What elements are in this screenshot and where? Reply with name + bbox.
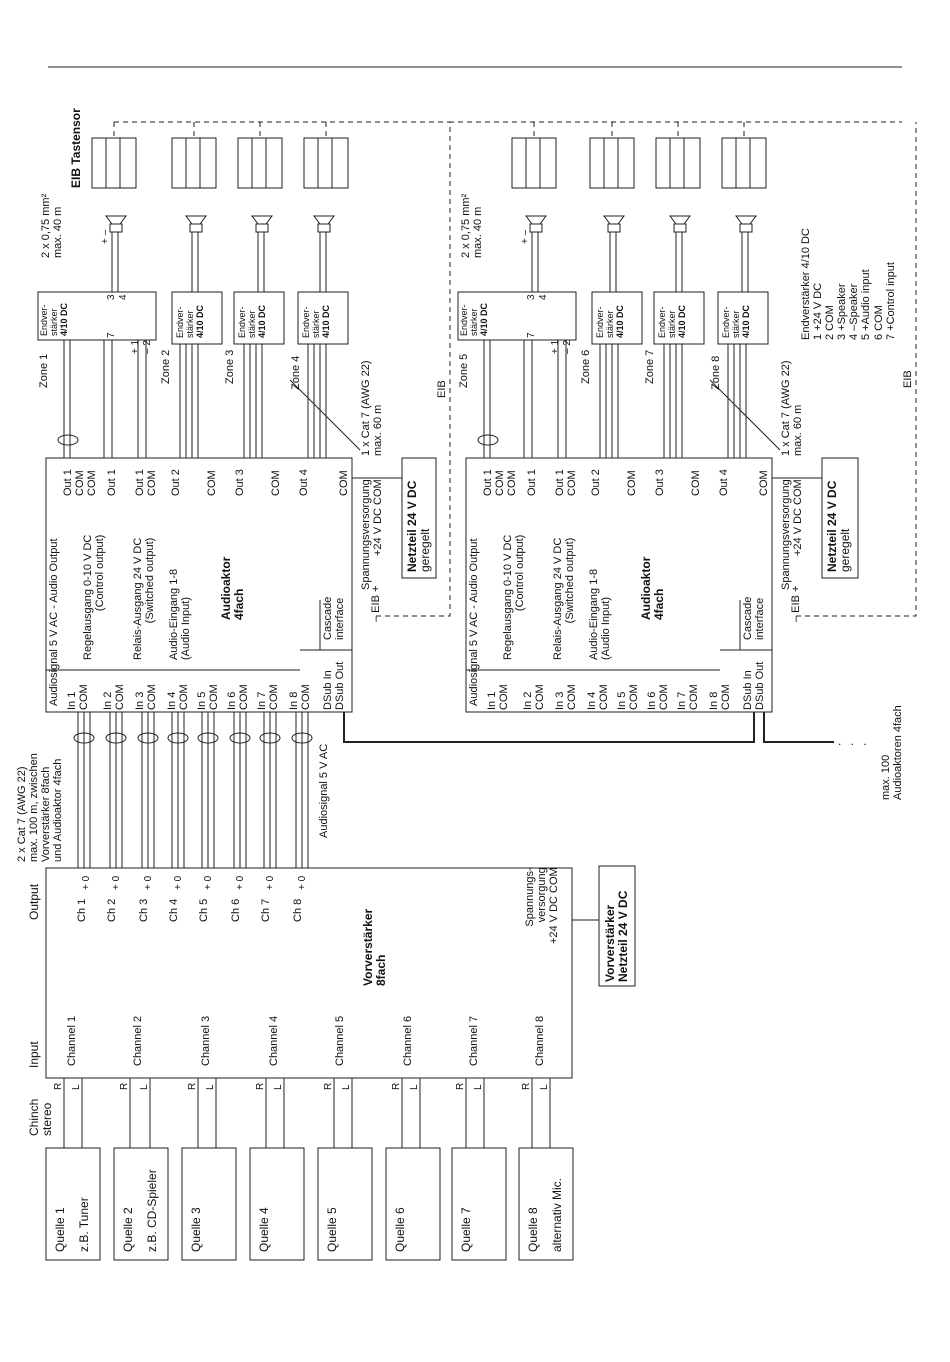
amp-label-zone1: Endver- stärker 4/10 DC (39, 302, 69, 336)
preamp-out-7: Ch 7 (260, 898, 272, 922)
preamp-out-8: Ch 8 (292, 898, 304, 922)
preamp-out-4: Ch 4 (168, 898, 180, 922)
actuator-right-in6: In 6 COM (646, 684, 671, 710)
zone-3-label: Zone 3 (224, 349, 236, 384)
chinch-l: L (139, 1084, 150, 1090)
zone-7-label: Zone 7 (644, 349, 656, 384)
chinch-label: Chinch stereo (27, 1098, 55, 1136)
preamp-box (46, 868, 572, 1078)
source-5-label: Quelle 5 (325, 1207, 339, 1252)
actuator-left-audioin: Audio-Eingang 1-8 (Audio Input) (168, 568, 193, 660)
actuator-left-out3-com: COM (270, 470, 282, 496)
preamp-pol: + 0 (173, 875, 184, 890)
chinch-l: L (473, 1084, 484, 1090)
preamp-channel-7: Channel 7 (468, 1015, 480, 1066)
chinch-r: R (255, 1082, 266, 1090)
actuator-left-in8: In 8 COM (288, 684, 313, 710)
amp-label-zone8: Endver- stärker 4/10 DC (721, 304, 751, 338)
actuator-right-dsub: DSub In DSub Out (742, 661, 767, 710)
zone-2-label: Zone 2 (160, 349, 172, 384)
amp-pin: – 2 (562, 340, 573, 354)
preamp-pol: + 0 (143, 875, 154, 890)
preamp-pol: + 0 (203, 875, 214, 890)
actuator-left-out4-com: COM (338, 470, 350, 496)
source-2-sub: z.B. CD-Spieler (145, 1169, 159, 1252)
actuator-left-relay: Relais-Ausgang 24 V DC (Switched output) (132, 537, 157, 660)
actuator-left-in7: In 7 COM (256, 684, 281, 710)
preamp-channel-4: Channel 4 (268, 1015, 280, 1066)
chinch-l: L (409, 1084, 420, 1090)
amp-pin: + 1 (550, 339, 561, 354)
actuator-right-in1: In 1 COM (486, 684, 511, 710)
actuator-left-in1: In 1 COM (66, 684, 91, 710)
amp-pin: 3 (106, 294, 117, 300)
zone-5-label: Zone 5 (458, 353, 470, 388)
amp-label-zone3: Endver- stärker 4/10 DC (237, 304, 267, 338)
actuator-right-in5: In 5 COM (616, 684, 641, 710)
speaker-cable-right: 2 x 0,75 mm² max. 40 m (460, 193, 485, 258)
zone-cable-right: 1 x Cat 7 (AWG 22) max. 60 m (780, 360, 805, 456)
source-7-label: Quelle 7 (459, 1207, 473, 1252)
source-1-label: Quelle 1 (53, 1207, 67, 1252)
actuator-right-in3: In 3 COM (554, 684, 579, 710)
actuator-left-out2: Out 2 (170, 469, 182, 496)
preamp-channel-5: Channel 5 (334, 1015, 346, 1066)
actuator-right-cascade: Cascade interface (742, 596, 767, 640)
source-4-label: Quelle 4 (257, 1207, 271, 1252)
source-2-label: Quelle 2 (121, 1207, 135, 1252)
chinch-l: L (273, 1084, 284, 1090)
actuator-right-out4: Out 4 (718, 469, 730, 496)
chinch-r: R (187, 1082, 198, 1090)
amp-pin: 4 (118, 294, 129, 300)
amp-pin: 7 (106, 332, 117, 338)
actuator-right-out2-com: COM (626, 470, 638, 496)
amp-label-zone4: Endver- stärker 4/10 DC (301, 304, 331, 338)
speaker-cable-left: 2 x 0,75 mm² max. 40 m (40, 193, 65, 258)
cascade-note: max. 100 Audioaktoren 4fach (880, 705, 905, 800)
actuator-right-in2: In 2 COM (522, 684, 547, 710)
actuator-left-name: Audioaktor 4fach (219, 556, 247, 620)
amp-pin: 3 (526, 294, 537, 300)
actuator-right-eib: – EIB + (790, 585, 802, 622)
chinch-l: L (71, 1084, 82, 1090)
actuator-right-out1: Out 1 COM COM (482, 469, 519, 496)
preamp-name: Vorverstärker 8fach (361, 908, 389, 986)
preamp-channel-6: Channel 6 (402, 1015, 414, 1066)
preamp-pol: + 0 (235, 875, 246, 890)
preamp-input-label: Input (27, 1041, 41, 1068)
speaker-pol: + – (100, 229, 111, 244)
zone-1-label: Zone 1 (38, 353, 50, 388)
preamp-out-5: Ch 5 (198, 898, 210, 922)
actuator-left-in3: In 3 COM (134, 684, 159, 710)
actuator-right-control: Regelausgang 0-10 V DC (Control output) (502, 534, 527, 660)
amp-label-zone5: Endver- stärker 4/10 DC (459, 302, 489, 336)
eib-label-right: EIB (902, 370, 914, 388)
actuator-right-out4-com: COM (758, 470, 770, 496)
chinch-r: R (521, 1082, 532, 1090)
actuator-right-out2: Out 2 (590, 469, 602, 496)
audio-signal-note: Audiosignal 5 V AC (318, 743, 330, 838)
amp-legend: Endverstärker 4/10 DC 1 +24 V DC 2 COM 3 +Speaker 4 –Speaker 5 +Audio input 6 COM 7 +Control input (800, 228, 897, 340)
source-6-label: Quelle 6 (393, 1207, 407, 1252)
actuator-left-out4: Out 4 (298, 469, 310, 496)
preamp-psu-label: Vorverstärker Netzteil 24 V DC (603, 890, 631, 982)
actuator-right-out1-relay: Out 1 COM (554, 469, 579, 496)
actuator-left-in4: In 4 COM (166, 684, 191, 710)
chinch-r: R (391, 1082, 402, 1090)
actuator-left-out1-relay: Out 1 COM (134, 469, 159, 496)
actuator-left-out2-com: COM (206, 470, 218, 496)
zone-6-label: Zone 6 (580, 349, 592, 384)
eib-sensors (92, 138, 766, 188)
amp-pin: 7 (526, 332, 537, 338)
preamp-channel-2: Channel 2 (132, 1015, 144, 1066)
chinch-r: R (455, 1082, 466, 1090)
eib-label-left: EIB (436, 380, 448, 398)
preamp-channel-1: Channel 1 (66, 1015, 78, 1066)
actuator-right-out1-sw: Out 1 (526, 469, 538, 496)
source-1-sub: z.B. Tuner (77, 1197, 91, 1252)
actuator-left-in5: In 5 COM (196, 684, 221, 710)
actuator-right-audioin: Audio-Eingang 1-8 (Audio Input) (588, 568, 613, 660)
eib-sensor-label: EIB Tastensor (69, 108, 83, 188)
actuator-left-out1: Out 1 COM COM (62, 469, 99, 496)
preamp-channel-8: Channel 8 (534, 1015, 546, 1066)
actuator-right-name: Audioaktor 4fach (639, 556, 667, 620)
preamp-channel-3: Channel 3 (200, 1015, 212, 1066)
actuator-left-eib: – EIB + (370, 585, 382, 622)
actuator-right-out3-com: COM (690, 470, 702, 496)
chinch-r: R (119, 1082, 130, 1090)
speakers (106, 216, 756, 232)
preamp-pol: + 0 (297, 875, 308, 890)
preamp-pol: + 0 (265, 875, 276, 890)
actuator-left-out3: Out 3 (234, 469, 246, 496)
amp-pin: + 1 (130, 339, 141, 354)
preamp-out-2: Ch 2 (106, 898, 118, 922)
preamp-output-cables (74, 712, 312, 868)
speaker-pol: + – (520, 229, 531, 244)
actuator-right-supply: Spannungsversorgung +24 V DC COM (780, 479, 805, 590)
actuator-right-in8: In 8 COM (708, 684, 733, 710)
zone-cable-left: 1 x Cat 7 (AWG 22) max. 60 m (360, 360, 385, 456)
actuator-left-control: Regelausgang 0-10 V DC (Control output) (82, 534, 107, 660)
amp-pin: 4 (538, 294, 549, 300)
preamp-out-1: Ch 1 (76, 898, 88, 922)
preamp-out-6: Ch 6 (230, 898, 242, 922)
cascade-dots: . . . (838, 734, 870, 748)
chinch-r: R (323, 1082, 334, 1090)
actuator-right-relay: Relais-Ausgang 24 V DC (Switched output) (552, 537, 577, 660)
preamp-pol: + 0 (81, 875, 92, 890)
actuator-left-supply: Spannungsversorgung +24 V DC COM (360, 479, 385, 590)
actuator-left-in6: In 6 COM (226, 684, 251, 710)
source-8-label: Quelle 8 (526, 1207, 540, 1252)
actuator-right-in7: In 7 COM (676, 684, 701, 710)
cable-note: 2 x Cat 7 (AWG 22) max. 100 m, zwischen Vorverstärker 8fach und Audioaktor 4fach (16, 753, 65, 862)
amp-label-zone2: Endver- stärker 4/10 DC (175, 304, 205, 338)
actuator-left-dsub: DSub In DSub Out (322, 661, 347, 710)
preamp-out-3: Ch 3 (138, 898, 150, 922)
preamp-pol: + 0 (111, 875, 122, 890)
actuator-left-header: Audiosignal 5 V AC - Audio Output (48, 538, 60, 706)
chinch-l: L (205, 1084, 216, 1090)
amp-label-zone6: Endver- stärker 4/10 DC (595, 304, 625, 338)
amp-pin: – 2 (142, 340, 153, 354)
actuator-right-in4: In 4 COM (586, 684, 611, 710)
actuator-left-cascade: Cascade interface (322, 596, 347, 640)
source-3-label: Quelle 3 (189, 1207, 203, 1252)
actuator-right-header: Audiosignal 5 V AC - Audio Output (468, 538, 480, 706)
chinch-l: L (539, 1084, 550, 1090)
amp-label-zone7: Endver- stärker 4/10 DC (657, 304, 687, 338)
psu-right-label: Netzteil 24 V DC geregelt (825, 480, 853, 572)
psu-left-label: Netzteil 24 V DC geregelt (405, 480, 433, 572)
actuator-left-in2: In 2 COM (102, 684, 127, 710)
chinch-r: R (53, 1082, 64, 1090)
chinch-l: L (341, 1084, 352, 1090)
actuator-right-out3: Out 3 (654, 469, 666, 496)
source-8-sub: alternativ Mic. (550, 1177, 564, 1252)
zone-8-label: Zone 8 (710, 355, 722, 390)
preamp-supply: Spannungs- versorgung +24 V DC COM (524, 867, 561, 944)
actuator-left-out1-sw: Out 1 (106, 469, 118, 496)
zone-4-label: Zone 4 (290, 355, 302, 390)
preamp-output-label: Output (27, 883, 41, 920)
